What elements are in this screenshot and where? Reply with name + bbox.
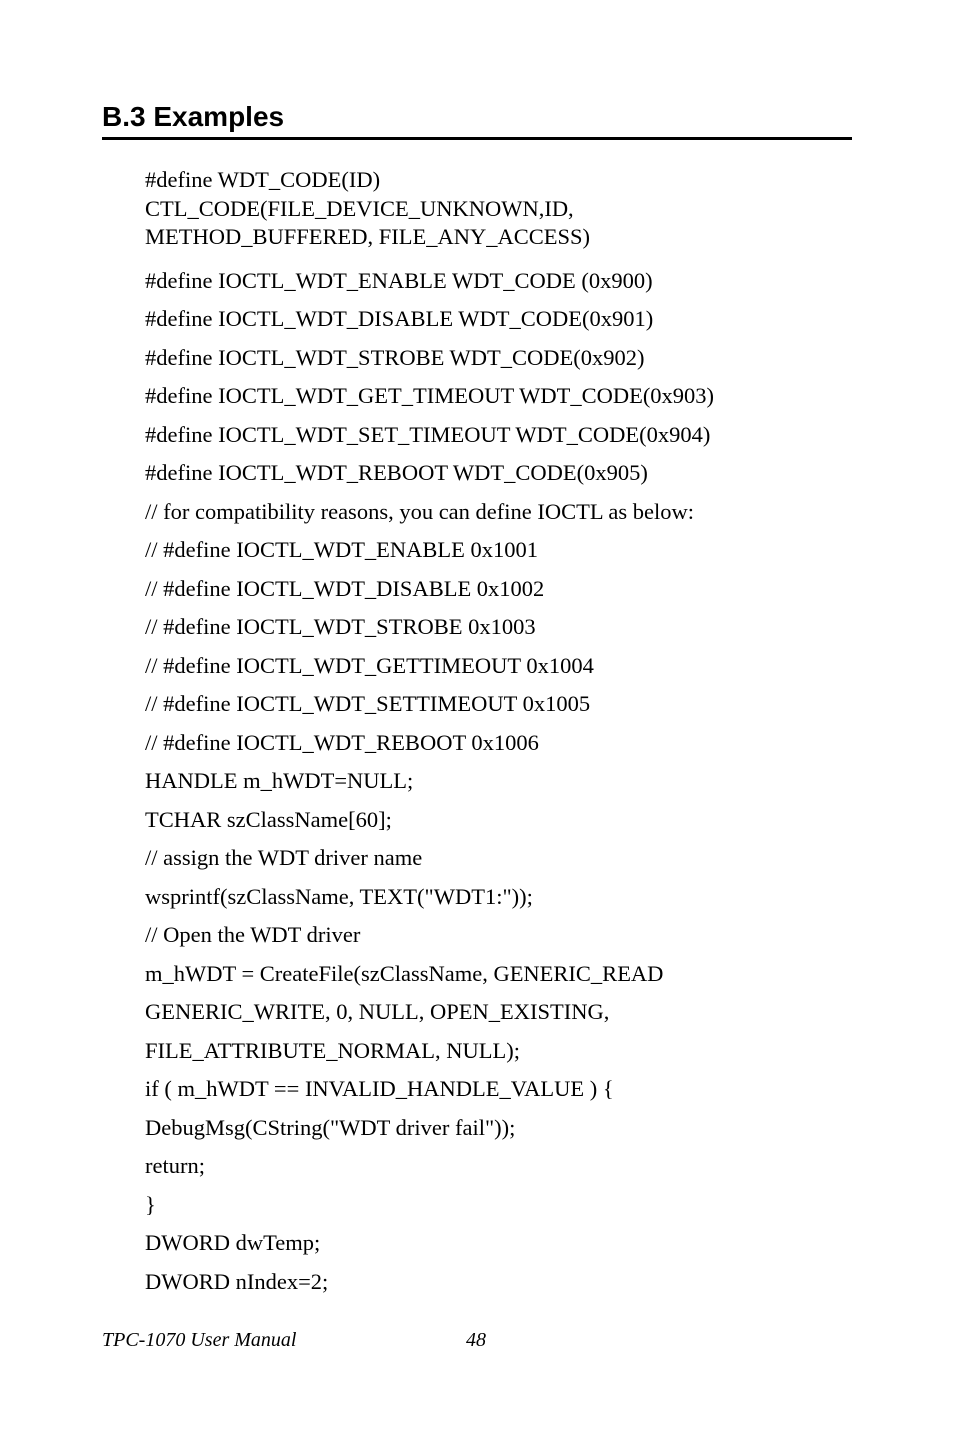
code-line: #define IOCTL_WDT_DISABLE WDT_CODE(0x901) bbox=[145, 306, 654, 331]
code-line: DebugMsg(CString("WDT driver fail")); bbox=[145, 1114, 516, 1140]
code-line: #define WDT_CODE(ID) bbox=[145, 167, 381, 192]
code-line: HANDLE m_hWDT=NULL; bbox=[145, 768, 414, 793]
code-line: wsprintf(szClassName, TEXT("WDT1:")); bbox=[145, 883, 533, 909]
code-line: GENERIC_WRITE, 0, NULL, OPEN_EXISTING, bbox=[145, 999, 610, 1024]
code-line: FILE_ATTRIBUTE_NORMAL, NULL); bbox=[145, 1037, 520, 1063]
code-line: return; bbox=[145, 1153, 205, 1178]
code-line: CTL_CODE(FILE_DEVICE_UNKNOWN,ID, bbox=[145, 195, 574, 221]
code-line: #define IOCTL_WDT_GET_TIMEOUT WDT_CODE(0x903) bbox=[145, 383, 715, 408]
footer-manual-title: TPC-1070 User Manual bbox=[102, 1329, 297, 1351]
code-line: #define IOCTL_WDT_SET_TIMEOUT WDT_CODE(0x904) bbox=[145, 421, 711, 447]
code-line: m_hWDT = CreateFile(szClassName, GENERIC_READ bbox=[145, 960, 664, 986]
code-line: #define IOCTL_WDT_REBOOT WDT_CODE(0x905) bbox=[145, 460, 648, 485]
code-line: DWORD nIndex=2; bbox=[145, 1268, 329, 1294]
code-line: // #define IOCTL_WDT_GETTIMEOUT 0x1004 bbox=[145, 652, 594, 678]
code-line: #define IOCTL_WDT_STROBE WDT_CODE(0x902) bbox=[145, 344, 645, 370]
code-line: // #define IOCTL_WDT_REBOOT 0x1006 bbox=[145, 729, 539, 755]
code-line: // assign the WDT driver name bbox=[145, 845, 423, 870]
code-listing bbox=[145, 166, 865, 1301]
code-line: } bbox=[145, 1191, 156, 1217]
code-line: TCHAR szClassName[60]; bbox=[145, 806, 392, 832]
code-line: #define IOCTL_WDT_ENABLE WDT_CODE (0x900) bbox=[145, 267, 653, 293]
code-line: // #define IOCTL_WDT_SETTIMEOUT 0x1005 bbox=[145, 691, 591, 716]
code-line: // #define IOCTL_WDT_DISABLE 0x1002 bbox=[145, 575, 545, 601]
code-line: // #define IOCTL_WDT_STROBE 0x1003 bbox=[145, 614, 536, 639]
code-line: // #define IOCTL_WDT_ENABLE 0x1001 bbox=[145, 537, 539, 562]
section-heading: B.3 Examples bbox=[102, 101, 285, 132]
code-line: // for compatibility reasons, you can define IOCTL as below: bbox=[145, 498, 695, 524]
code-line: if ( m_hWDT == INVALID_HANDLE_VALUE ) { bbox=[145, 1076, 614, 1101]
footer-page-number: 48 bbox=[466, 1329, 486, 1351]
code-line: // Open the WDT driver bbox=[145, 922, 361, 947]
code-line: METHOD_BUFFERED, FILE_ANY_ACCESS) bbox=[145, 224, 591, 249]
code-line: DWORD dwTemp; bbox=[145, 1230, 321, 1255]
heading-rule bbox=[102, 137, 852, 140]
